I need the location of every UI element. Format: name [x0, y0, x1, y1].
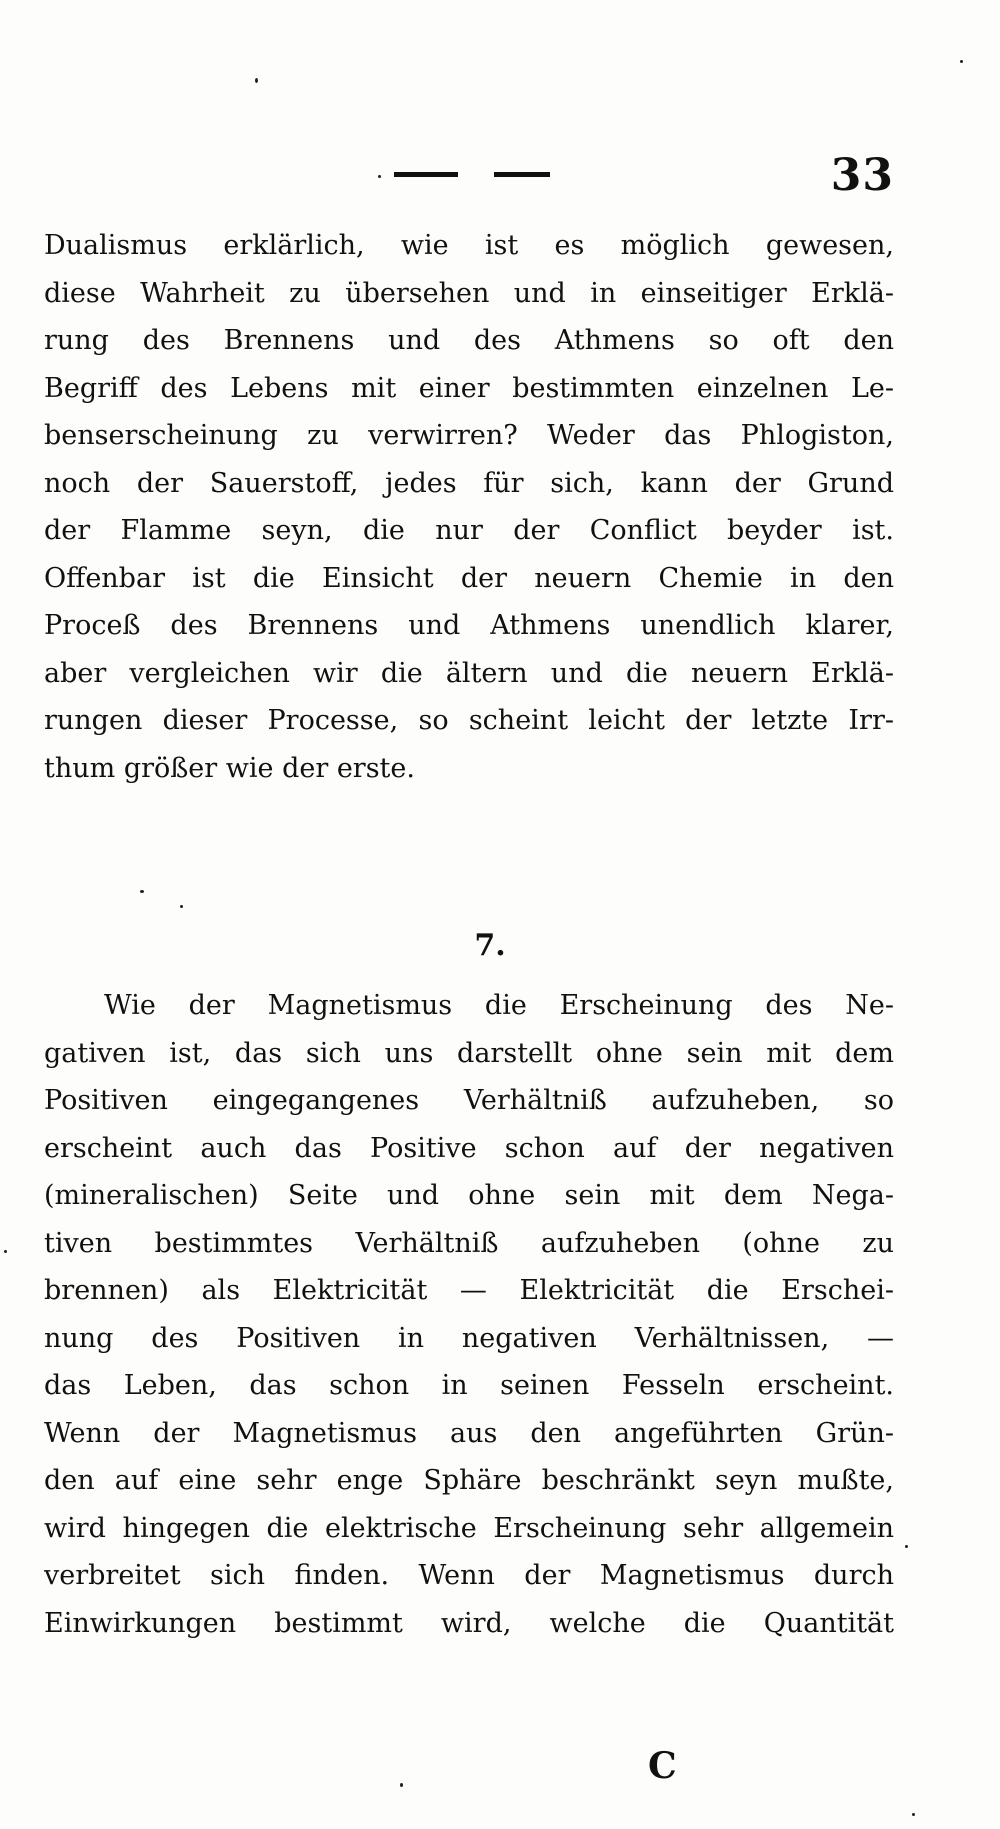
text-line: noch der Sauerstoff, jedes für sich, kann der Grund: [44, 467, 894, 499]
signature-mark: C: [648, 1745, 677, 1787]
text-line: wird hingegen die elektrische Erscheinung sehr allgemein: [44, 1512, 894, 1544]
text-line: rung des Brennens und des Athmens so oft den: [44, 325, 894, 356]
text-line: rungen dieser Processe, so scheint leicht der letzte Irr-: [44, 705, 894, 736]
text-line: Wenn der Magnetismus aus den angeführten Grün-: [44, 1417, 894, 1449]
text-line: erscheint auch das Positive schon auf der negativen: [44, 1132, 894, 1164]
scan-speck: [255, 78, 258, 83]
text-line: benserscheinung zu verwirren? Weder das Phlogiston,: [44, 420, 894, 451]
scan-speck: [912, 1813, 915, 1816]
running-header: [44, 150, 894, 210]
text-line: nung des Positiven in negativen Verhältnissen, —: [44, 1322, 894, 1354]
text-line: Wie der Magnetismus die Erscheinung des Ne-: [104, 990, 894, 1021]
header-rule-left: [394, 172, 458, 177]
text-line: Positiven eingegangenes Verhältniß aufzuheben, so: [44, 1085, 894, 1116]
text-line: den auf eine sehr enge Sphäre beschränkt seyn mußte,: [44, 1465, 894, 1496]
text-line: der Flamme seyn, die nur der Conflict beyder ist.: [44, 515, 894, 546]
section-number: 7.: [474, 928, 506, 963]
scan-speck: [400, 1783, 403, 1787]
text-line: das Leben, das schon in seinen Fesseln erscheint.: [44, 1370, 894, 1401]
text-line: Begriff des Lebens mit einer bestimmten einzelnen Le-: [44, 372, 894, 404]
text-line: brennen) als Elektricität — Elektricität die Erschei-: [44, 1275, 894, 1306]
header-rule-right: [494, 172, 550, 177]
page-number: 33: [830, 150, 894, 201]
paragraph-continued: [44, 222, 894, 792]
text-line: tiven bestimmtes Verhältniß aufzuheben (ohne zu: [44, 1227, 894, 1259]
text-line: Dualismus erklärlich, wie ist es möglich gewesen,: [44, 230, 894, 261]
scan-speck: [180, 905, 183, 908]
text-line: Offenbar ist die Einsicht der neuern Chemie in den: [44, 562, 894, 594]
text-line: gativen ist, das sich uns darstellt ohne sein mit dem: [44, 1037, 894, 1069]
text-line: thum größer wie der erste.: [44, 752, 415, 784]
scan-speck: [960, 60, 963, 63]
text-line: Proceß des Brennens und Athmens unendlich klarer,: [44, 610, 894, 641]
paragraph-section-7: [44, 982, 894, 1647]
scan-speck: [905, 1545, 908, 1548]
scan-speck: [378, 175, 381, 178]
scan-speck: [4, 1250, 7, 1253]
text-line: (mineralischen) Seite und ohne sein mit dem Nega-: [44, 1180, 894, 1211]
text-line: Einwirkungen bestimmt wird, welche die Quantität: [44, 1607, 894, 1639]
text-line: verbreitet sich finden. Wenn der Magnetismus durch: [44, 1560, 894, 1591]
text-line: diese Wahrheit zu übersehen und in einseitiger Erklä-: [44, 277, 894, 309]
scan-speck: [140, 890, 144, 893]
text-line: aber vergleichen wir die ältern und die neuern Erklä-: [44, 657, 894, 689]
